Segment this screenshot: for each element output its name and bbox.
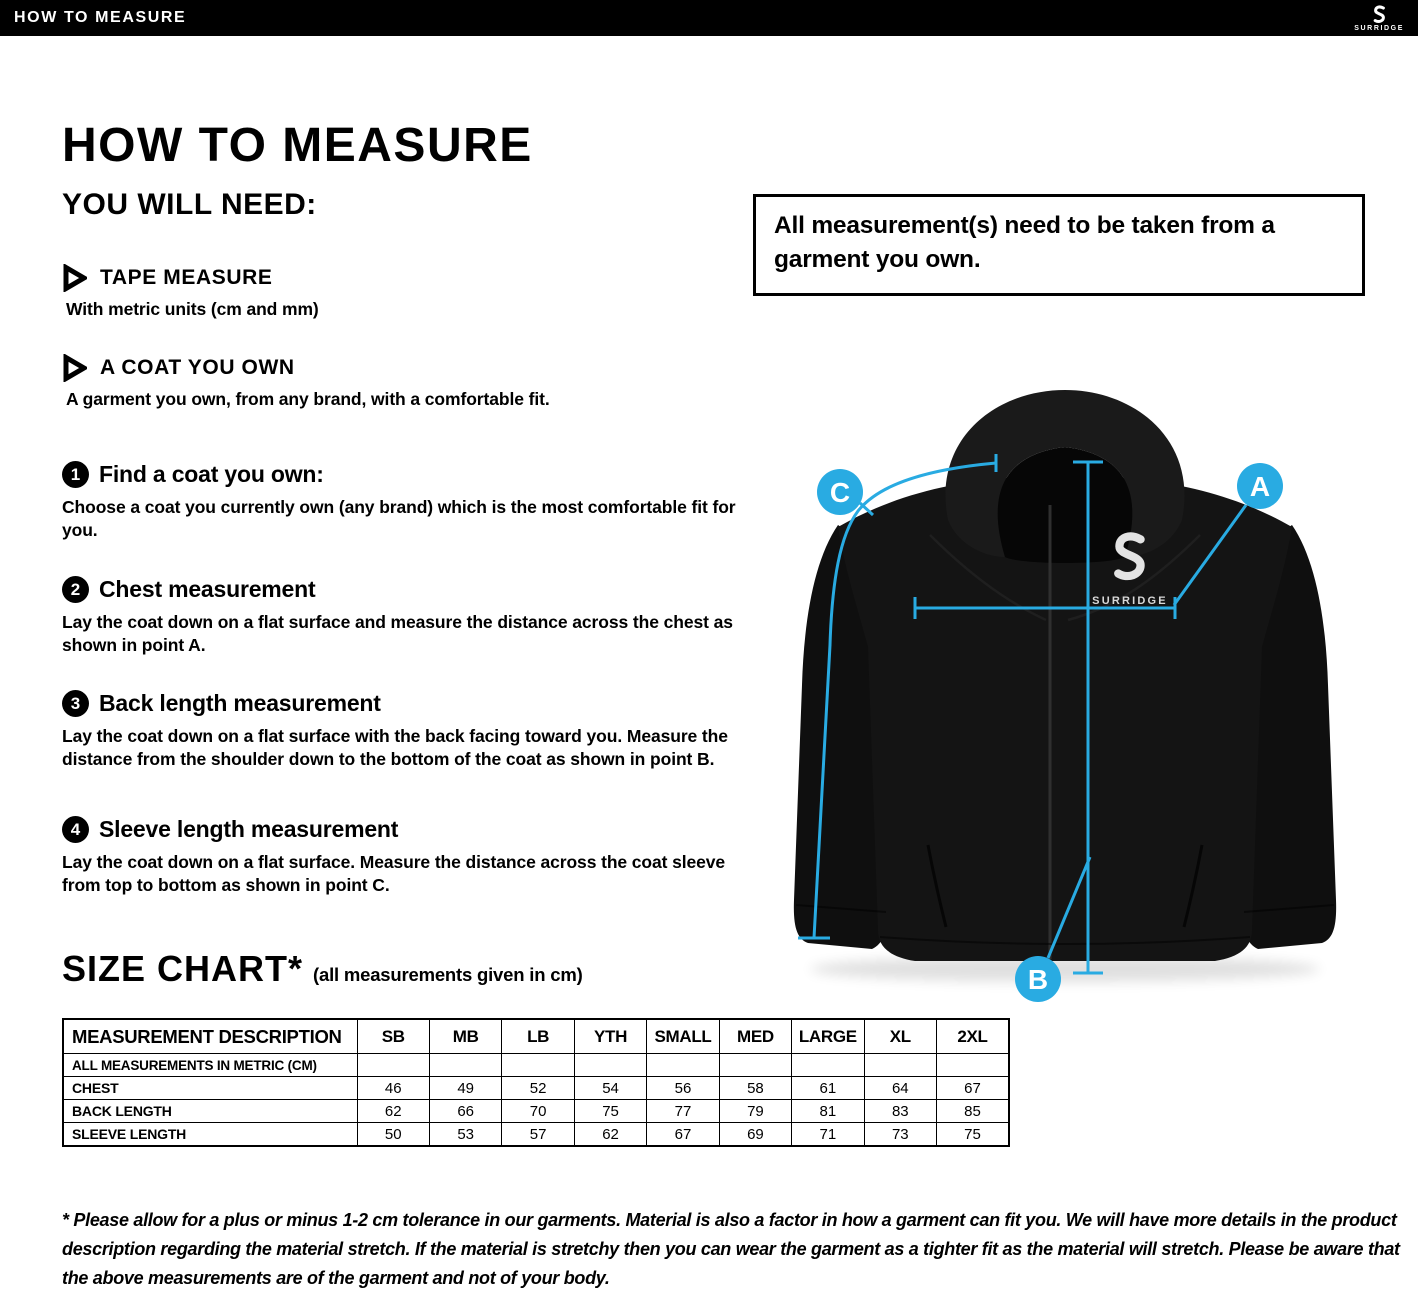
step-sleeve-length-measurement	[62, 816, 754, 896]
unit-row-empty-cell	[574, 1054, 646, 1077]
measurement-description-header: MEASUREMENT DESCRIPTION	[63, 1019, 357, 1054]
measurement-label: CHEST	[63, 1077, 357, 1100]
unit-row-empty-cell	[647, 1054, 719, 1077]
size-column-header: YTH	[574, 1019, 646, 1054]
step-body: Lay the coat down on a flat surface with the back facing toward you. Measure the distance from the shoulder down to the bottom of the coat as shown in point B.	[62, 726, 728, 769]
label-c-badge	[817, 469, 863, 515]
size-chart-subtitle: (all measurements given in cm)	[313, 964, 583, 985]
step-title: Find a coat you own:	[99, 461, 324, 487]
surridge-brand-text: SURRIDGE	[1354, 24, 1404, 32]
measurement-value: 83	[864, 1100, 936, 1123]
step-number-badge: 3	[62, 690, 89, 717]
surridge-logo	[1354, 5, 1408, 32]
size-chart-heading	[62, 948, 583, 990]
measurement-value: 58	[719, 1077, 791, 1100]
measurement-value: 64	[864, 1077, 936, 1100]
size-chart-header-row	[63, 1019, 1009, 1054]
measurement-value: 67	[647, 1123, 719, 1147]
measurement-label: BACK LENGTH	[63, 1100, 357, 1123]
size-column-header: MB	[429, 1019, 501, 1054]
label-b-badge	[1015, 956, 1061, 1002]
svg-text:B: B	[1027, 964, 1049, 995]
size-column-header: SMALL	[647, 1019, 719, 1054]
top-bar-title: HOW TO MEASURE	[14, 9, 187, 26]
measurement-value: 77	[647, 1100, 719, 1123]
size-chart-data-row	[63, 1123, 1009, 1147]
need-item-description: A garment you own, from any brand, with a comfortable fit.	[66, 389, 550, 409]
size-chart-table	[62, 1018, 1010, 1147]
measurement-value: 69	[719, 1123, 791, 1147]
measurement-label: SLEEVE LENGTH	[63, 1123, 357, 1147]
measurement-value: 50	[357, 1123, 429, 1147]
step-find-a-coat	[62, 461, 754, 541]
measurement-value: 53	[429, 1123, 501, 1147]
svg-text:A: A	[1249, 471, 1271, 502]
measurement-value: 62	[357, 1100, 429, 1123]
label-a-badge	[1237, 463, 1283, 509]
measurement-value: 81	[792, 1100, 864, 1123]
unit-row-empty-cell	[792, 1054, 864, 1077]
measurement-value: 75	[937, 1123, 1010, 1147]
jacket-measurement-diagram	[780, 385, 1418, 1015]
surridge-s-icon	[1372, 5, 1387, 24]
unit-row-empty-cell	[502, 1054, 574, 1077]
step-chest-measurement	[62, 576, 754, 656]
measurement-value: 57	[502, 1123, 574, 1147]
need-item-title: A COAT YOU OWN	[100, 356, 295, 379]
unit-row-empty-cell	[719, 1054, 791, 1077]
size-column-header: LARGE	[792, 1019, 864, 1054]
step-number-badge: 2	[62, 576, 89, 603]
size-column-header: LB	[502, 1019, 574, 1054]
size-column-header: MED	[719, 1019, 791, 1054]
size-chart-unit-row	[63, 1054, 1009, 1077]
need-item-tape-measure	[62, 264, 742, 320]
measurement-value: 56	[647, 1077, 719, 1100]
size-chart-title: SIZE CHART*	[62, 948, 304, 989]
unit-row-label: ALL MEASUREMENTS IN METRIC (CM)	[63, 1054, 357, 1077]
step-back-length-measurement	[62, 690, 754, 770]
measurement-value: 49	[429, 1077, 501, 1100]
measurement-value: 85	[937, 1100, 1010, 1123]
need-item-coat	[62, 354, 742, 410]
measurement-value: 62	[574, 1123, 646, 1147]
step-title: Back length measurement	[99, 690, 381, 716]
you-will-need-heading: YOU WILL NEED:	[62, 188, 317, 221]
measurement-value: 79	[719, 1100, 791, 1123]
need-item-title: TAPE MEASURE	[100, 266, 273, 289]
triangle-bullet-icon	[62, 264, 87, 292]
size-column-header: 2XL	[937, 1019, 1010, 1054]
measurement-value: 66	[429, 1100, 501, 1123]
size-column-header: SB	[357, 1019, 429, 1054]
need-item-description: With metric units (cm and mm)	[66, 299, 319, 319]
svg-text:C: C	[829, 477, 851, 508]
step-title: Sleeve length measurement	[99, 816, 399, 842]
size-column-header: XL	[864, 1019, 936, 1054]
measurement-value: 54	[574, 1077, 646, 1100]
measurement-value: 61	[792, 1077, 864, 1100]
step-number-badge: 1	[62, 461, 89, 488]
unit-row-empty-cell	[429, 1054, 501, 1077]
unit-row-empty-cell	[864, 1054, 936, 1077]
size-chart-data-row	[63, 1077, 1009, 1100]
measurement-note-box: All measurement(s) need to be taken from a garment you own.	[753, 194, 1365, 296]
measurement-value: 73	[864, 1123, 936, 1147]
triangle-bullet-icon	[62, 354, 87, 382]
tolerance-footnote: * Please allow for a plus or minus 1-2 cm tolerance in our garments. Material is also a factor in how a garment can fit you. We will have more details in the product description regarding the material stretch. If the material is stretchy then you can wear the garment as a tighter fit as the material will stretch. Please be aware that the above measurements are of the garment and not of your body.	[62, 1210, 1400, 1288]
step-number-badge: 4	[62, 816, 89, 843]
page-title: HOW TO MEASURE	[62, 119, 533, 173]
step-body: Lay the coat down on a flat surface and measure the distance across the chest as shown in point A.	[62, 612, 733, 655]
step-title: Chest measurement	[99, 576, 316, 602]
measurement-value: 75	[574, 1100, 646, 1123]
step-body: Lay the coat down on a flat surface. Measure the distance across the coat sleeve from top to bottom as shown in point C.	[62, 852, 726, 895]
step-body: Choose a coat you currently own (any brand) which is the most comfortable fit for you.	[62, 497, 736, 540]
measurement-value: 70	[502, 1100, 574, 1123]
measurement-value: 67	[937, 1077, 1010, 1100]
size-chart-data-row	[63, 1100, 1009, 1123]
measurement-value: 71	[792, 1123, 864, 1147]
unit-row-empty-cell	[357, 1054, 429, 1077]
measurement-value: 52	[502, 1077, 574, 1100]
unit-row-empty-cell	[937, 1054, 1010, 1077]
jacket-brand-text: SURRIDGE	[1092, 595, 1168, 607]
top-bar	[0, 0, 1418, 36]
measurement-value: 46	[357, 1077, 429, 1100]
